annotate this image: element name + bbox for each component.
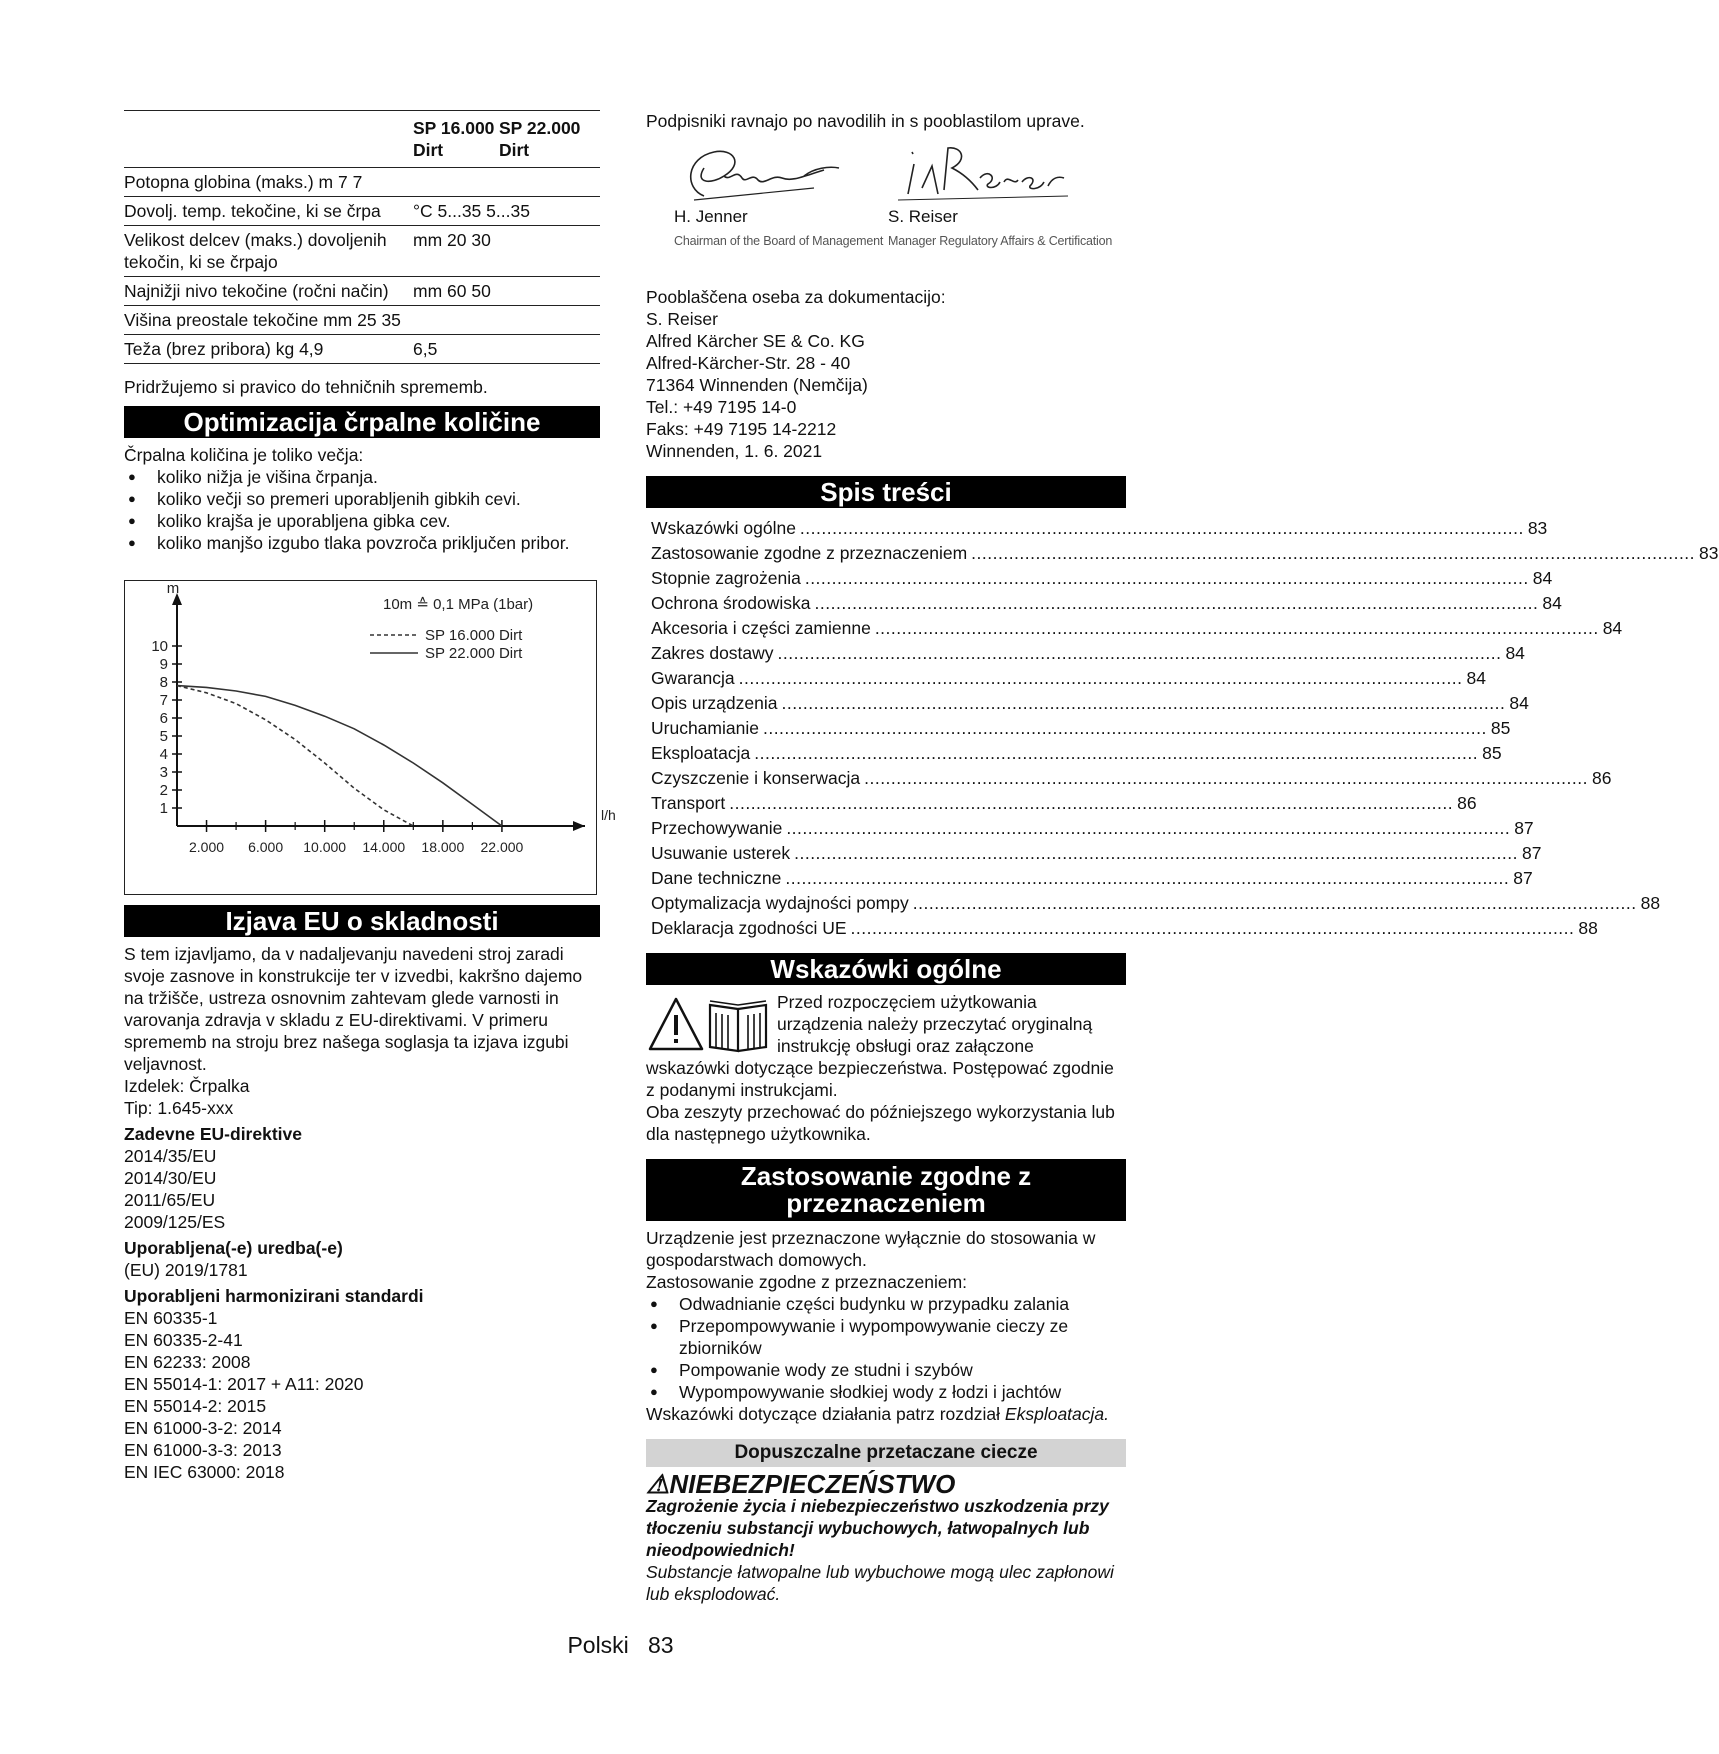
x-tick-label: 10.000 [303,839,347,855]
toc-page: 87 [1522,843,1542,863]
section-title-intended-use [646,1159,1126,1221]
x-tick-label: 6.000 [248,839,284,855]
section-title-optimization: Optimizacija črpalne količine [124,406,600,438]
page-footer [0,1634,1241,1656]
toc-label: Transport [651,793,726,813]
row-label: Dovolj. temp. tekočine, ki se črpa [124,197,413,226]
eu-directive: 2014/30/EU [124,1168,217,1188]
eu-directive: 2014/35/EU [124,1146,217,1166]
list-item: ● Odwadnianie części budynku w przypadku zalania [646,1293,1126,1315]
toc-item[interactable] [646,889,1661,914]
x-tick-label: 14.000 [362,839,406,855]
right-column [646,110,1719,1605]
y-tick-label: 7 [159,692,168,709]
table-of-contents [646,514,1719,939]
row-value: 6,5 [413,335,600,364]
pump-curve-chart [124,580,616,895]
doc-line: Pooblaščena oseba za dokumentacijo: [646,287,946,307]
legend-label: SP 22.000 Dirt [425,645,523,662]
toc-page: 84 [1532,568,1553,588]
signatory-name: H. Jenner [674,207,748,226]
section-title-general: Wskazówki ogólne [646,953,1126,985]
intended-use-text-2: Zastosowanie zgodne z przeznaczeniem: [646,1272,968,1292]
series-line-2 [177,686,502,826]
signature-reiser-image [888,138,1108,210]
intended-use-list [646,1293,1126,1403]
toc-item[interactable] [646,514,1548,539]
toc-label: Czyszczenie i konserwacja [651,768,861,788]
toc-item[interactable] [646,739,1502,764]
eu-standard: EN 60335-2-41 [124,1330,243,1350]
intended-use-ref [646,1403,1126,1425]
toc-page: 85 [1482,743,1502,763]
toc-item[interactable] [646,664,1487,689]
toc-label: Gwarancja [651,668,735,688]
danger-heading [646,1469,1126,1499]
toc-page: 88 [1578,918,1598,938]
eu-type: Tip: 1.645-xxx [124,1098,234,1118]
doc-line: Tel.: +49 7195 14-0 [646,397,797,417]
y-tick-label: 9 [159,656,168,673]
table-row [124,197,600,226]
toc-label: Przechowywanie [651,818,783,838]
toc-page: 84 [1542,593,1562,613]
chart-note: 10m ≙ 0,1 MPa (1bar) [383,596,534,613]
general-icons-row [646,991,1126,1057]
doc-line: Alfred Kärcher SE & Co. KG [646,331,865,351]
eu-standard: EN 61000-3-2: 2014 [124,1418,282,1438]
warning-manual-icon [646,995,772,1055]
toc-item[interactable] [646,914,1598,939]
toc-page: 84 [1505,643,1525,663]
toc-page: 83 [1527,518,1548,538]
danger-warning-icon: ⚠ [646,1469,670,1499]
eu-product: Izdelek: Črpalka [124,1076,250,1096]
signatory-role: Chairman of the Board of Management [674,234,884,248]
tech-table-header-col1: SP 16.000 Dirt [413,111,499,168]
toc-label: Zakres dostawy [651,643,774,663]
toc-item[interactable] [646,639,1525,664]
eu-standard: EN 62233: 2008 [124,1352,251,1372]
doc-line: Alfred-Kärcher-Str. 28 - 40 [646,353,851,373]
toc-page: 86 [1592,768,1612,788]
toc-page: 88 [1640,893,1661,913]
row-value: mm 20 30 [413,226,600,277]
chart-svg [125,580,616,894]
footer-language: Polski [567,1632,629,1658]
tech-table-header [124,111,600,168]
toc-page: 84 [1466,668,1487,688]
toc-label: Dane techniczne [651,868,782,888]
optimization-intro: Črpalna količina je toliko večja: [124,445,364,465]
legend-label: SP 16.000 Dirt [425,627,523,644]
intended-use-ref-text: Wskazówki dotyczące działania patrz rozdział [646,1404,1001,1424]
general-text-2: Oba zeszyty przechować do późniejszego wykorzystania lub dla następnego użytkownika. [646,1102,1115,1144]
signatures [646,138,1126,288]
row-label: Velikost delcev (maks.) dovoljenih tekočin, ki se črpajo [124,226,413,277]
table-row [124,168,600,197]
eu-regulation-title: Uporabljena(-e) uredba(-e) [124,1238,343,1258]
doc-line: 71364 Winnenden (Nemčija) [646,375,868,395]
x-tick-label: 2.000 [189,839,225,855]
danger-italic-text: Substancje łatwopalne lub wybuchowe mogą ulec zapłonowi lub eksplodować. [646,1562,1114,1604]
intended-use-title-line2: przeznaczeniem [786,1188,986,1218]
section-title-liquids: Dopuszczalne przetaczane ciecze [646,1439,1126,1467]
y-axis-label: m [166,580,180,597]
toc-label: Deklaracja zgodności UE [651,918,847,938]
list-item: ● koliko manjšo izgubo tlaka povzroča priključen pribor. [124,532,600,554]
signature-jenner [664,138,884,248]
danger-title: NIEBEZPIECZEŃSTWO [669,1469,956,1499]
row-label: Višina preostale tekočine mm 25 35 [124,306,600,335]
series-line-1 [177,686,413,826]
y-tick-label: 1 [159,800,168,817]
eu-regulation: (EU) 2019/1781 [124,1260,248,1280]
toc-page: 86 [1457,793,1477,813]
eu-standard: EN 60335-1 [124,1308,218,1328]
toc-label: Eksploatacja [651,743,751,763]
toc-page: 87 [1514,818,1534,838]
toc-label: Opis urządzenia [651,693,778,713]
list-item: ● koliko nižja je višina črpanja. [124,466,600,488]
row-label: Potopna globina (maks.) m 7 7 [124,168,600,197]
y-tick-label: 4 [159,746,168,763]
signatory-name: S. Reiser [888,207,958,226]
toc-item[interactable] [646,764,1612,789]
y-tick-label: 8 [159,674,168,691]
footer-page-number: 83 [647,1632,674,1658]
eu-directive: 2009/125/ES [124,1212,226,1232]
eu-standard: EN 55014-1: 2017 + A11: 2020 [124,1374,364,1394]
list-item: ● koliko večji so premeri uporabljenih gibkih cevi. [124,488,600,510]
manual-book-icon [710,1001,766,1051]
toc-label: Stopnie zagrożenia [651,568,801,588]
table-row [124,335,600,364]
general-icon-text: Przed rozpoczęciem użytkowania urządzenia należy przeczytać oryginalną instrukcję obsługi oraz załączone [777,992,1093,1056]
doc-line: S. Reiser [646,309,718,329]
toc-label: Wskazówki ogólne [651,518,796,538]
y-tick-label: 2 [159,782,168,799]
warning-triangle-icon [650,999,702,1049]
row-value: mm 60 50 [413,277,600,306]
eu-standard: EN 61000-3-3: 2013 [124,1440,282,1460]
intended-use-text-1: Urządzenie jest przeznaczone wyłącznie do stosowania w gospodarstwach domowych. [646,1228,1096,1270]
toc-page: 84 [1602,618,1623,638]
eu-directive: 2011/65/EU [124,1190,216,1210]
toc-item[interactable] [646,564,1553,589]
doc-line: Faks: +49 7195 14-2212 [646,419,837,439]
table-row [124,277,600,306]
section-title-toc: Spis treści [646,476,1126,508]
y-tick-label: 5 [159,728,168,745]
eu-standard: EN IEC 63000: 2018 [124,1462,285,1482]
table-row [124,306,600,335]
tech-table-header-col2: SP 22.000 Dirt [499,111,600,168]
danger-bold-text: Zagrożenie życia i niebezpieczeństwo uszkodzenia przy tłoczeniu substancji wybuchowych, łatwopalnych lub nieodpowiednich! [646,1496,1109,1560]
tech-table-header-label [124,111,413,168]
toc-item[interactable] [646,539,1719,564]
signatory-role: Manager Regulatory Affairs & Certification [888,234,1113,248]
toc-item[interactable] [646,589,1562,614]
toc-label: Ochrona środowiska [651,593,811,613]
optimization-list [124,466,600,554]
toc-label: Zastosowanie zgodne z przeznaczeniem [651,543,968,563]
eu-text: S tem izjavljamo, da v nadaljevanju navedeni stroj zaradi svoje zasnove in konstrukcije ter v izvedbi, kakršno dajemo na tržišče, ustreza osnovnim zahtevam glede varnosti in varovanja zdravja v skladu z EU-direktivami. V primeru sprememb na stroju brez našega soglasja ta izjava izgubi veljavnost. [124,944,583,1074]
signatories-intro: Podpisniki ravnajo po navodilih in s pooblastilom uprave. [646,111,1085,131]
tech-table [124,110,600,364]
toc-item[interactable] [646,714,1511,739]
toc-item[interactable] [646,689,1529,714]
tech-note: Pridržujemo si pravico do tehničnih sprememb. [124,377,488,397]
x-axis-arrow [573,821,585,831]
toc-page: 84 [1509,693,1529,713]
general-text-1: wskazówki dotyczące bezpieczeństwa. Postępować zgodnie z podanymi instrukcjami. [646,1058,1114,1100]
row-label: Najnižji nivo tekočine (ročni način) [124,277,413,306]
toc-label: Optymalizacja wydajności pompy [651,893,909,913]
signature-jenner-image [664,138,864,210]
table-row [124,226,600,277]
y-tick-label: 6 [159,710,168,727]
x-tick-label: 22.000 [480,839,524,855]
intended-use-title-line1: Zastosowanie zgodne z [740,1161,1032,1191]
list-item: ● koliko krajša je uporabljena gibka cev. [124,510,600,532]
eu-standards-title: Uporabljeni harmonizirani standardi [124,1286,424,1306]
y-tick-label: 3 [159,764,168,781]
toc-page: 87 [1513,868,1533,888]
list-item: ● Przepompowywanie i wypompowywanie cieczy ze zbiorników [646,1315,1126,1359]
intended-use-ref-link[interactable]: Eksploatacja. [1004,1404,1110,1424]
toc-label: Uruchamianie [651,718,759,738]
section-title-eu: Izjava EU o skladnosti [124,905,600,937]
left-column [124,110,616,1483]
doc-line: Winnenden, 1. 6. 2021 [646,441,823,461]
toc-item[interactable] [646,864,1533,889]
row-label: Teža (brez pribora) kg 4,9 [124,335,413,364]
eu-standard: EN 55014-2: 2015 [124,1396,267,1416]
list-item: ● Wypompowywanie słodkiej wody z łodzi i jachtów [646,1381,1126,1403]
toc-label: Usuwanie usterek [651,843,791,863]
row-value: °C 5...35 5...35 [413,197,600,226]
eu-directives-title: Zadevne EU-direktive [124,1124,302,1144]
y-tick-label: 10 [151,638,168,655]
toc-label: Akcesoria i części zamienne [651,618,871,638]
toc-item[interactable] [646,814,1534,839]
toc-page: 85 [1490,718,1511,738]
toc-item[interactable] [646,614,1623,639]
toc-page: 83 [1699,543,1719,563]
toc-item[interactable] [646,789,1477,814]
x-tick-label: 18.000 [421,839,465,855]
signature-reiser [888,138,1113,248]
list-item: ● Pompowanie wody ze studni i szybów [646,1359,1126,1381]
documentation-block [646,286,1126,462]
toc-item[interactable] [646,839,1542,864]
x-axis-label: l/h [601,807,616,823]
